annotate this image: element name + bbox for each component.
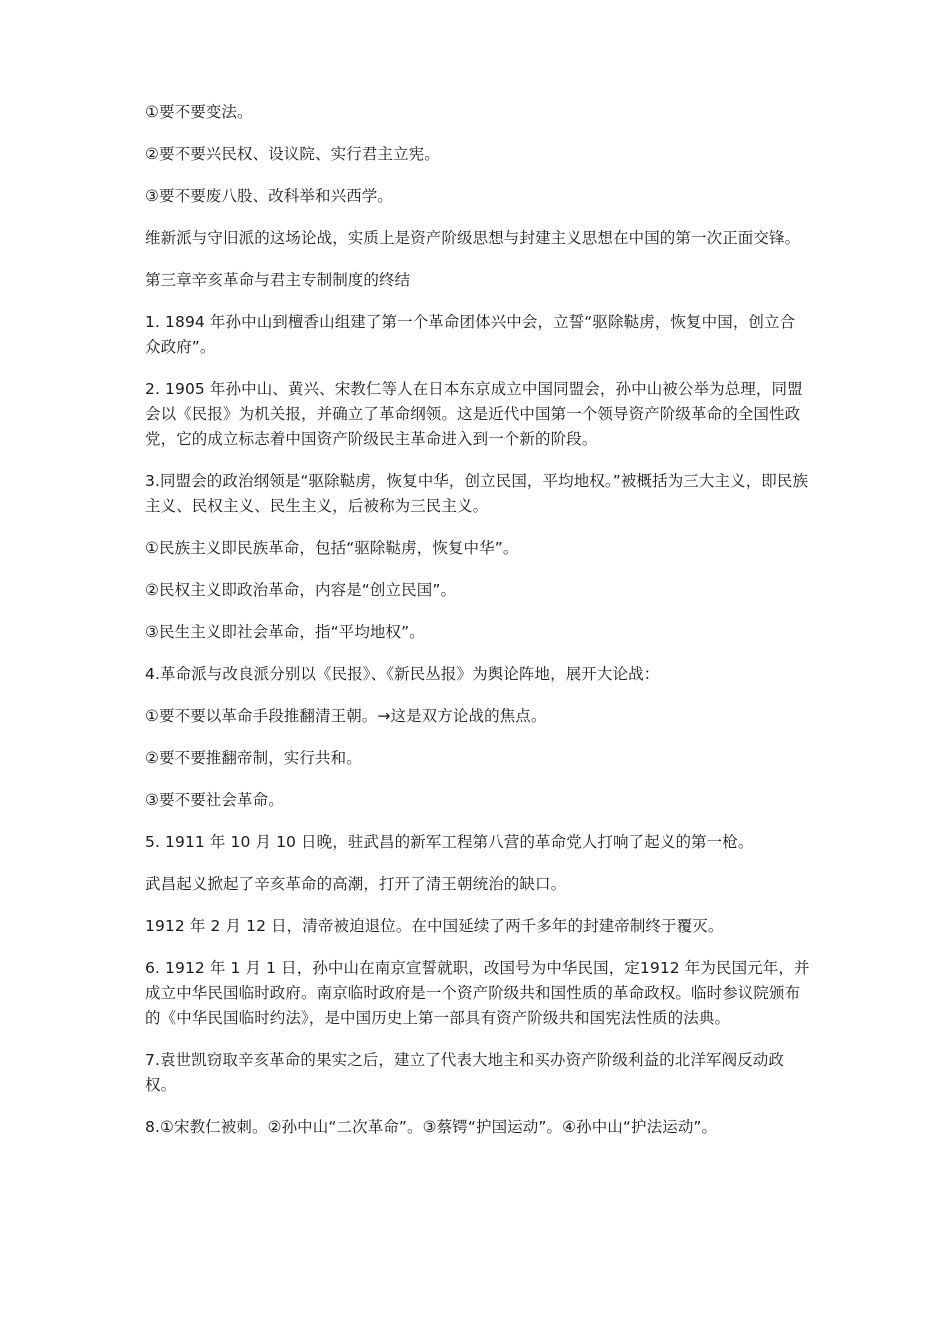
paragraph-reform-question-3: ③要不要废八股、改科举和兴西学。 [145,187,393,205]
paragraph-item-6: 6. 1912 年 1 月 1 日，孙中山在南京宣誓就职，改国号为中华民国，定1912 年为民国元年，并成立中华民国临时政府。南京临时政府是一个资产阶级共和国性质的革命政权。临时参议院颁布的《中华民国临时约法》，是中国历史上第一部具有资产阶级共和国宪法性质的法典。 [145,959,810,1027]
paragraph-item-5: 5. 1911 年 10 月 10 日晚，驻武昌的新军工程第八营的革命党人打响了起义的第一枪。 [145,833,754,851]
paragraph-item-1: 1. 1894 年孙中山到檀香山组建了第一个革命团体兴中会，立誓“驱除鞑虏，恢复中国，创立合众政府”。 [145,313,796,356]
paragraph-nationalism: ①民族主义即民族革命，包括“驱除鞑虏，恢复中华”。 [145,539,519,557]
paragraph-reform-question-2: ②要不要兴民权、设议院、实行君主立宪。 [145,145,440,163]
paragraph-item-7: 7.袁世凯窃取辛亥革命的果实之后，建立了代表大地主和买办资产阶级利益的北洋军阀反动政权。 [145,1051,784,1094]
paragraph-debate-question-3: ③要不要社会革命。 [145,791,284,809]
paragraph-item-3: 3.同盟会的政治纲领是“驱除鞑虏，恢复中华，创立民国，平均地权。”被概括为三大主义，即民族主义、民权主义、民生主义，后被称为三民主义。 [145,472,809,515]
paragraph-debate-question-2: ②要不要推翻帝制，实行共和。 [145,749,362,767]
paragraph-wuchang-uprising: 武昌起义掀起了辛亥革命的高潮，打开了清王朝统治的缺口。 [145,875,567,893]
paragraph-item-4: 4.革命派与改良派分别以《民报》、《新民丛报》为舆论阵地，展开大论战： [145,665,660,683]
paragraph-democracy: ②民权主义即政治革命，内容是“创立民国”。 [145,581,457,599]
paragraph-debate-essence: 维新派与守旧派的这场论战，实质上是资产阶级思想与封建主义思想在中国的第一次正面交锋。 [145,229,801,247]
paragraph-item-8: 8.①宋教仁被刺。②孙中山“二次革命”。③蔡锷“护国运动”。④孙中山“护法运动”。 [145,1118,718,1136]
paragraph-debate-question-1: ①要不要以革命手段推翻清王朝。→这是双方论战的焦点。 [145,707,547,725]
paragraph-abdication: 1912 年 2 月 12 日，清帝被迫退位。在中国延续了两千多年的封建帝制终于覆灭。 [145,917,724,935]
paragraph-reform-question-1: ①要不要变法。 [145,103,253,121]
paragraph-livelihood: ③民生主义即社会革命，指“平均地权”。 [145,623,425,641]
chapter-heading: 第三章辛亥革命与君主专制制度的终结 [145,271,411,289]
document-body [145,100,810,1157]
paragraph-item-2: 2. 1905 年孙中山、黄兴、宋教仁等人在日本东京成立中国同盟会，孙中山被公举为总理，同盟会以《民报》为机关报，并确立了革命纲领。这是近代中国第一个领导资产阶级革命的全国性政党，它的成立标志着中国资产阶级民主革命进入到一个新的阶段。 [145,380,803,448]
